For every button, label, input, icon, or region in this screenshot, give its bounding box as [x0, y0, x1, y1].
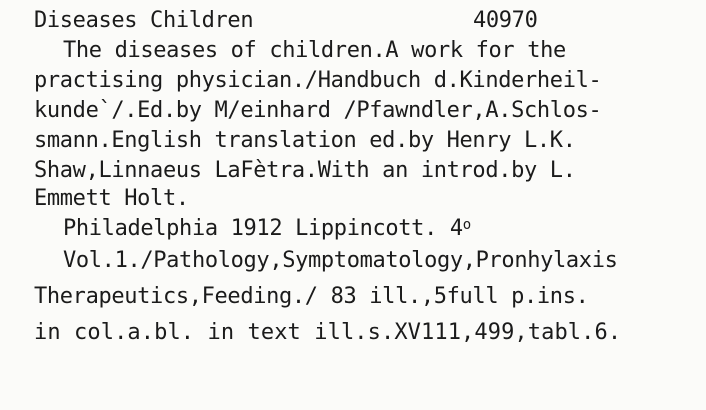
imprint-text: Philadelphia 1912 Lippincott. 4: [63, 216, 463, 241]
contents-line-3: in col.a.bl. in text ill.s.XV111,499,tabl.6.: [34, 320, 622, 345]
imprint-line: [63, 218, 471, 240]
title-line-1: The diseases of children.A work for the: [63, 38, 566, 63]
title-line-4: smann.English translation ed.by Henry L.K.: [34, 128, 576, 153]
title-line-6: Emmett Holt.: [34, 186, 189, 211]
title-line-2: practising physician./Handbuch d.Kinderheil-: [34, 68, 602, 93]
contents-line-2: Therapeutics,Feeding./ 83 ill.,5full p.ins.: [34, 284, 589, 309]
title-line-5: Shaw,Linnaeus LaFètra.With an introd.by L.: [34, 158, 576, 183]
call-number: 40970: [473, 8, 538, 33]
contents-line-1: Vol.1./Pathology,Symptomatology,Pronhylaxis: [63, 248, 618, 273]
title-line-3: kunde`/.Ed.by M/einhard /Pfawndler,A.Schlos-: [34, 98, 602, 123]
format-mark: o: [462, 217, 471, 233]
card-heading: Diseases Children: [34, 8, 254, 33]
